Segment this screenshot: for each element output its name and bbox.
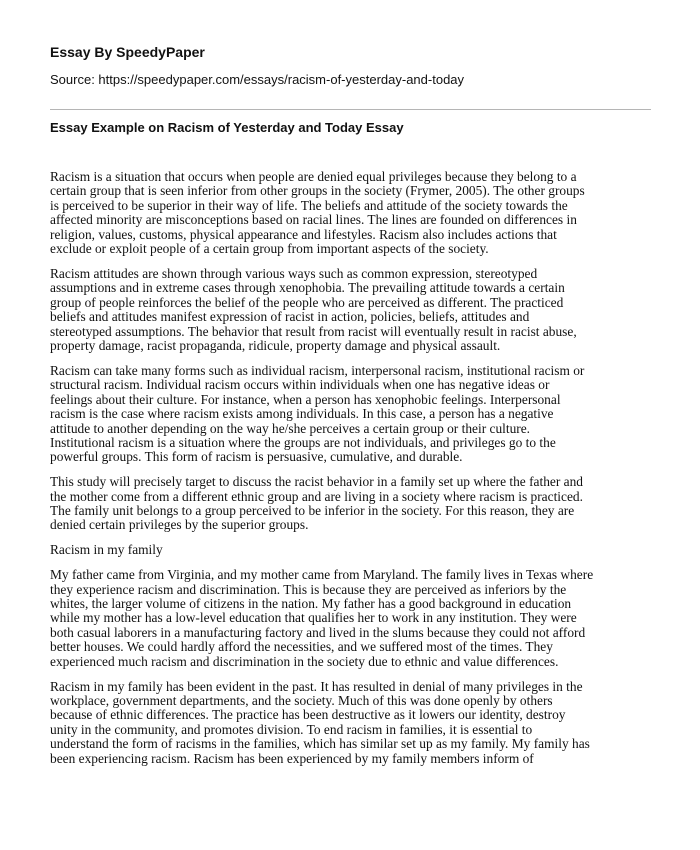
paragraph-line: Institutional racism is a situation where the groups are not individuals, and privileges go to the (50, 434, 556, 450)
paragraph-line: The family unit belongs to a group perceived to be inferior in the society. For this reason, they are (50, 503, 575, 519)
section-heading (50, 543, 652, 557)
paragraph-line: beliefs and attitudes manifest expression of racist in action, policies, beliefs, attitudes and (50, 309, 530, 325)
paragraph-line: understand the form of racisms in the families, which has similar set up as my family. My family has (50, 736, 590, 752)
paragraph-line: structural racism. Individual racism occurs within individuals when one has negative ideas or (50, 377, 550, 393)
paragraph-line: powerful groups. This form of racism is persuasive, cumulative, and durable. (50, 449, 463, 465)
paragraph-line: Racism in my family has been evident in the past. It has resulted in denial of many privileges in the (50, 678, 583, 694)
essay-paragraph (50, 267, 652, 353)
paragraph-line: is perceived to be superior in their way of life. The beliefs and attitude of the society towards the (50, 197, 568, 213)
paragraph-line: group of people reinforces the belief of the people who are perceived as different. The practiced (50, 294, 564, 310)
paragraph-line: experienced much racism and discrimination in the society due to ethnic and value differences. (50, 653, 559, 669)
paragraph-line: attitude to another depending on the way he/she perceives a certain group or their culture. (50, 420, 531, 436)
paragraph-line: affected minority are misconceptions based on racial lines. The lines are founded on differences in (50, 212, 577, 228)
paragraph-line: Racism in my family (50, 542, 163, 558)
paragraph-line: religion, values, customs, physical appearance and lifestyles. Racism also includes actions that (50, 226, 557, 242)
paragraph-line: denied certain privileges by the superior groups. (50, 517, 309, 533)
paragraph-line: while my mother has a low-level education that qualifies her to work in any institution. They were (50, 610, 577, 626)
paragraph-line: whites, the larger volume of citizens in the nation. My father has a good background in education (50, 596, 572, 612)
paragraph-line: Racism attitudes are shown through various ways such as common expression, stereotyped (50, 265, 538, 281)
paragraph-line: better houses. We could hardly afford the necessities, and we suffered most of the times. They (50, 639, 553, 655)
paragraph-line: assumptions and in extreme cases through xenophobia. The prevailing attitude towards a certain (50, 280, 565, 296)
paragraph-line: This study will precisely target to discuss the racist behavior in a family set up where the father and (50, 474, 583, 490)
paragraph-line: exclude or exploit people of a certain group from important aspects of the society. (50, 241, 489, 257)
essay-paragraph (50, 680, 652, 766)
paragraph-line: stereotyped assumptions. The behavior that result from racist will eventually result in racist abuse, (50, 323, 577, 339)
paragraph-line: feelings about their culture. For instance, when a person has xenophobic feelings. Interpersonal (50, 391, 561, 407)
header-divider (50, 109, 651, 110)
paragraph-line: the mother come from a different ethnic group and are living in a society where racism is practiced. (50, 488, 583, 504)
essay-paragraph (50, 475, 652, 533)
essay-paragraph (50, 170, 652, 256)
paragraph-line: racism is the case where racism exists among individuals. In this case, a person has a negative (50, 406, 554, 422)
essay-paragraph (50, 568, 652, 669)
paragraph-line: workplace, government departments, and the society. Much of this was done openly by others (50, 693, 553, 708)
paragraph-line: unity in the community, and promotes division. To end racism in families, it is essential to (50, 721, 533, 737)
paragraph-line: both casual laborers in a manufacturing factory and lived in the slums because they could not afford (50, 624, 586, 640)
paragraph-line: property damage, racist propaganda, ridicule, property damage and physical assault. (50, 337, 501, 353)
paragraph-line: they experience racism and discrimination. This is because they are perceived as inferiors by the (50, 581, 567, 597)
paragraph-line: been experiencing racism. Racism has been experienced by my family members inform of (50, 750, 534, 766)
essay-title: Essay Example on Racism of Yesterday and Today Essay (50, 120, 404, 135)
document-source-line: Source: https://speedypaper.com/essays/racism-of-yesterday-and-today (50, 72, 465, 87)
paragraph-line: certain group that is seen inferior from other groups in the society (Frymer, 2005). The other groups (50, 183, 585, 199)
document-header-title: Essay By SpeedyPaper (50, 44, 205, 60)
essay-paragraph (50, 364, 652, 465)
paragraph-line: Racism is a situation that occurs when people are denied equal privileges because they belong to a (50, 169, 577, 184)
paragraph-line: Racism can take many forms such as individual racism, interpersonal racism, institutional racism or (50, 362, 585, 378)
paragraph-line: because of ethnic differences. The practice has been destructive as it lowers our identity, destroy (50, 707, 566, 723)
paragraph-line: My father came from Virginia, and my mother came from Maryland. The family lives in Texas where (50, 567, 594, 583)
essay-body (50, 170, 652, 777)
